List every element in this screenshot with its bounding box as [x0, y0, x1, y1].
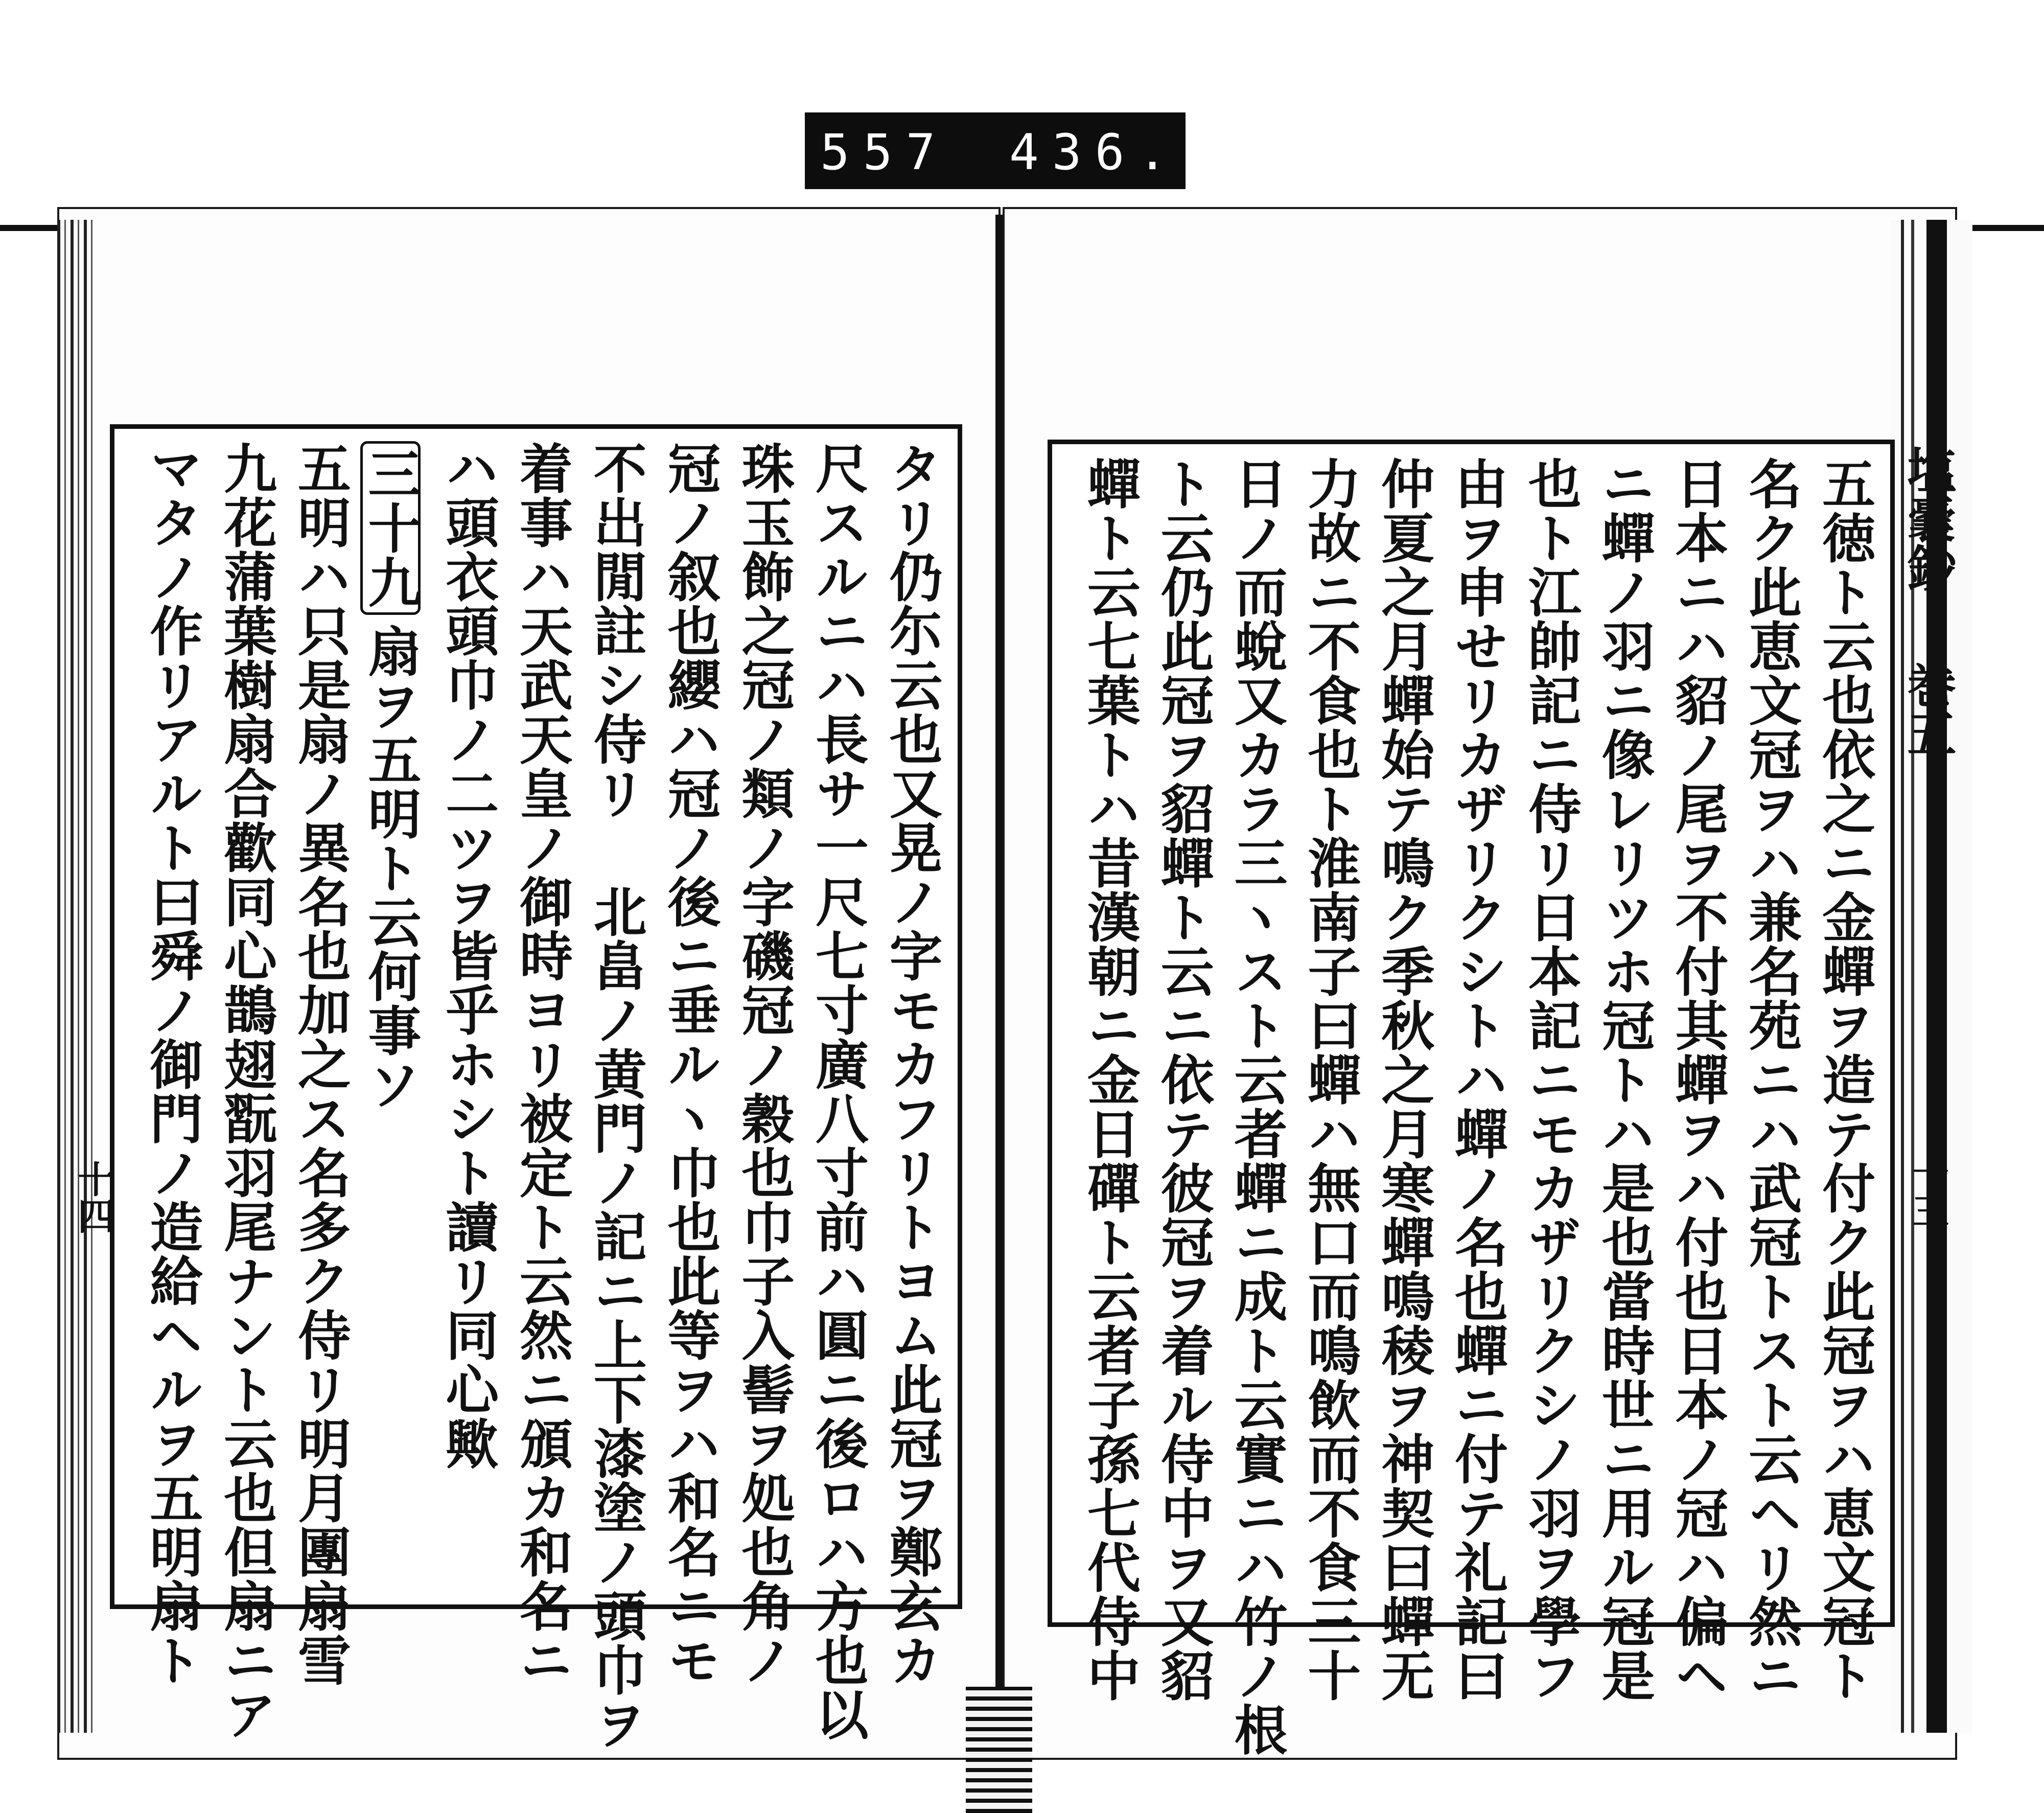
text-column: [584, 441, 647, 1751]
left-text-frame: [110, 424, 962, 1751]
right-text-frame: [1048, 440, 1895, 1757]
column-text: 日ノ而蛻又カラ三ヽスト云者蟬ニ成ト云實ニハ竹ノ根: [1225, 456, 1288, 1757]
column-text: 五徳ト云也依之ニ金蟬ヲ造テ付ク此冠ヲハ恵文冠ト: [1813, 456, 1876, 1703]
text-column: [436, 441, 500, 1471]
left-text-columns: [125, 441, 947, 1751]
text-column: [1151, 456, 1215, 1703]
text-column: [1813, 456, 1876, 1703]
column-text: 仲夏之月蟬始テ鳴ク季秋之月寒蟬鳴稜ヲ神契曰蟬无: [1372, 456, 1435, 1703]
text-column: [360, 441, 421, 1112]
text-column: [1298, 456, 1362, 1703]
book-stand: [966, 1687, 1032, 1813]
column-text: タリ仍尓云也又晃ノ字モカフリトヨム此冠ヲ鄭玄カ: [880, 441, 943, 1687]
column-text: ハ頭衣頭巾ノ二ツヲ皆乎ホシト讀リ同心歟: [436, 441, 500, 1471]
column-text: 不出閒註シ侍リ 北畠ノ黄門ノ記ニ上下漆塗ノ頭巾ヲ: [584, 441, 647, 1751]
text-column: [1078, 456, 1141, 1703]
right-volume-label: 巻五: [1899, 659, 1957, 758]
text-column: [1592, 456, 1656, 1703]
column-text: 尺スルニハ長サ一尺七寸廣八寸前ハ圓ニ後ロハ方也以: [806, 441, 869, 1741]
text-column: [288, 441, 352, 1687]
call-number-label: [805, 112, 1186, 189]
right-folio-number: 十三: [1906, 1155, 1949, 1229]
text-column: [732, 441, 796, 1687]
column-text: 也ト江帥記ニ侍リ日本記ニモカザリクシノ羽ヲ學フ: [1519, 456, 1582, 1703]
column-text: 九花蒲葉樹扇合歡同心鵲翅翫羽尾ナント云也但扇ニア: [215, 441, 278, 1741]
text-column: [658, 441, 722, 1687]
column-text: ニ蟬ノ羽ニ像レリツホ冠トハ是也當時世ニ用ル冠是: [1592, 456, 1656, 1703]
call-number-right: 436.: [1009, 124, 1181, 181]
text-column: [806, 441, 869, 1741]
call-number-left: 557: [820, 124, 949, 181]
column-text: 由ヲ申せリカザリクシトハ蟬ノ名也蟬ニ付テ礼記曰: [1446, 456, 1508, 1703]
shelf-edge-left: [0, 225, 61, 231]
column-text: マタノ作リアルト曰舜ノ御門ノ造給ヘルヲ五明扇ト: [141, 441, 204, 1687]
text-column: [215, 441, 278, 1741]
column-text: 名ク此恵文冠ヲハ兼名苑ニハ武冠トスト云ヘリ然ニ: [1739, 456, 1803, 1703]
shelf-edge-right: [1967, 225, 2044, 231]
text-column: [1739, 456, 1803, 1703]
column-text: 扇ヲ五明ト云何事ソ: [359, 624, 422, 1112]
column-text: 五明ハ只是扇ノ異名也加之ス名多ク侍リ明月團扇雪: [288, 441, 352, 1687]
column-text: 着事ハ天武天皇ノ御時ヨリ被定ト云然ニ頒カ和名ニ: [510, 441, 573, 1687]
question-number-box: 三十九: [360, 441, 421, 615]
column-text: 力故ニ不食也ト淮南子曰蟬ハ無口而鳴飲而不食三十: [1298, 456, 1362, 1703]
text-column: [141, 441, 204, 1687]
right-text-columns: [1062, 456, 1880, 1757]
text-column: [880, 441, 943, 1687]
text-column: [510, 441, 573, 1687]
column-text: 冠ノ叙也纓ハ冠ノ後ニ垂ルヽ巾也此等ヲハ和名ニモ: [658, 441, 722, 1687]
left-page-edge: [57, 220, 93, 1733]
book-gutter: [995, 215, 1003, 1779]
column-text: 蟬ト云七葉トハ昔漢朝ニ金日磾ト云者子孫七代侍中: [1078, 456, 1141, 1703]
right-running-head: 塩嚢鈔: [1899, 445, 1957, 592]
text-column: [1446, 456, 1508, 1703]
text-column: [1372, 456, 1435, 1703]
text-column: [1666, 456, 1729, 1703]
column-text: ト云仍此冠ヲ貂蟬ト云ニ依テ彼冠ヲ着ル侍中ヲ又貂: [1151, 456, 1215, 1703]
column-text: 日本ニハ貂ノ尾ヲ不付其蟬ヲハ付也日本ノ冠ハ偏ヘ: [1666, 456, 1729, 1703]
text-column: [1519, 456, 1582, 1703]
column-text: 珠玉飾之冠ノ類ノ字磯冠ノ穀也巾子入髻ヲ処也角ノ: [732, 441, 796, 1687]
left-folio-number: 十四: [72, 1160, 115, 1234]
text-column: [1225, 456, 1288, 1757]
